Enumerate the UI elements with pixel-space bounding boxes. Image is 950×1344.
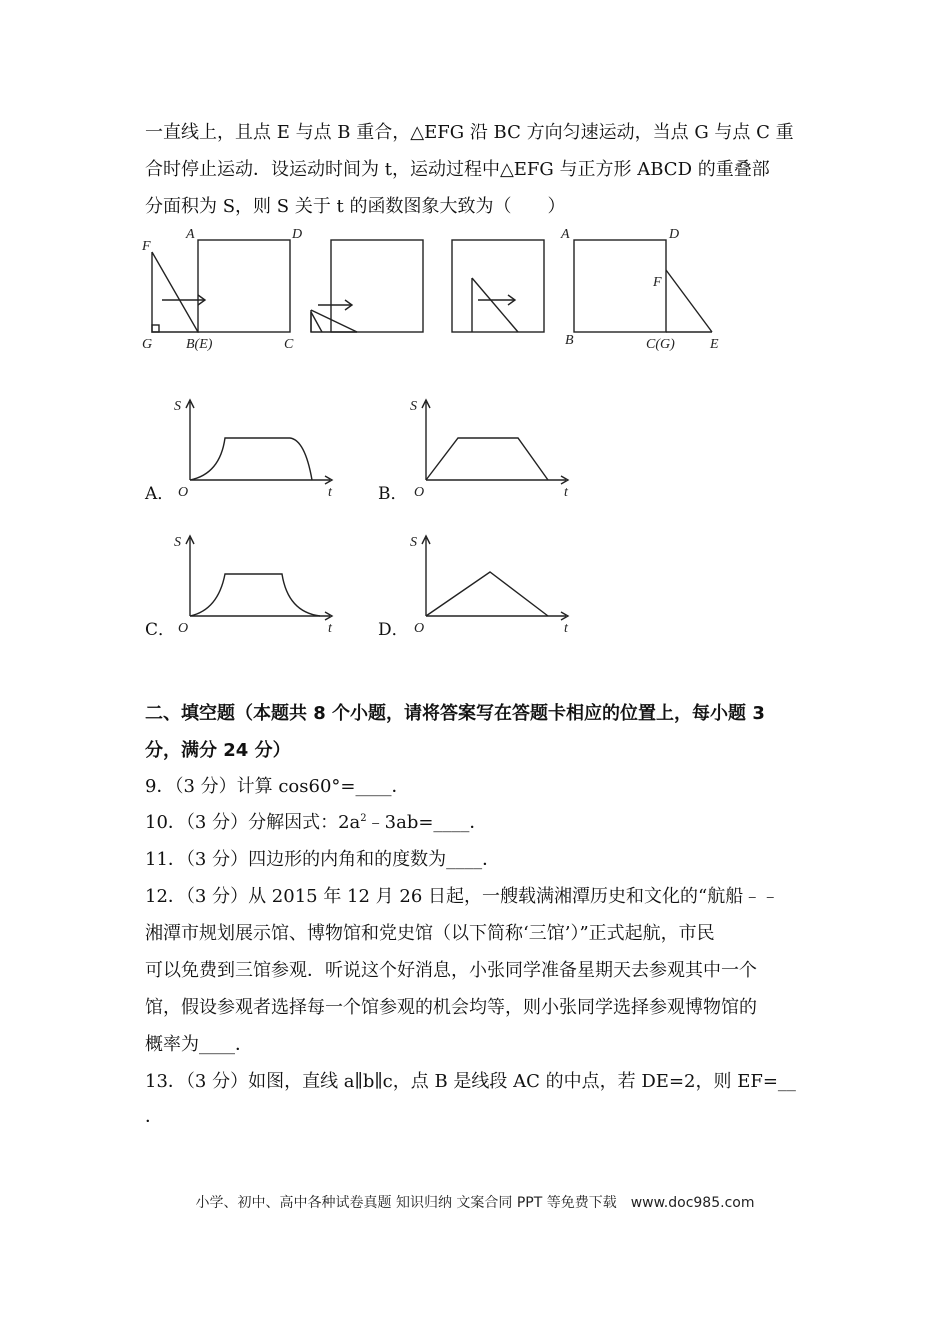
- option-b-graph: [406, 390, 586, 500]
- question-12-line-2: 湘潭市规划展示馆、博物馆和党史馆（以下简称‘三馆’）”正式起航，市民: [145, 923, 715, 944]
- section2-heading-1: 二、填空题（本题共 8 个小题，请将答案写在答题卡相应的位置上，每小题 3: [145, 703, 765, 724]
- origin-label: O: [414, 485, 425, 500]
- option-d-letter: D．: [378, 620, 409, 640]
- origin-label: O: [178, 621, 189, 636]
- question-12-line-3: 可以免费到三馆参观．听说这个好消息，小张同学准备星期天去参观其中一个: [145, 960, 757, 981]
- triangle-efg-4: [666, 270, 712, 332]
- question-13-line-1: 13．（3 分）如图，直线 a∥b∥c，点 B 是线段 AC 的中点，若 DE=2，则 EF=__: [145, 1071, 796, 1092]
- label-a4: A: [561, 227, 570, 242]
- axis-t-label: t: [328, 621, 332, 636]
- option-a-graph: [170, 390, 350, 500]
- label-b4: B: [565, 333, 574, 348]
- axis-s-label: S: [410, 535, 417, 550]
- page-footer: 小学、初中、高中各种试卷真题 知识归纳 文案合同 PPT 等免费下载 www.doc985.com: [195, 1195, 755, 1211]
- origin-label: O: [178, 485, 189, 500]
- label-cg: C(G): [646, 337, 675, 352]
- question-11: 11．（3 分）四边形的内角和的度数为____．: [145, 849, 501, 870]
- right-angle-mark: [152, 325, 159, 332]
- axis-s-label: S: [174, 535, 181, 550]
- square-abcd-1: [198, 240, 290, 332]
- axis-t-label: t: [564, 485, 568, 500]
- label-g: G: [142, 337, 153, 352]
- option-a-letter: A．: [145, 484, 175, 504]
- origin-label: O: [414, 621, 425, 636]
- option-b-letter: B．: [378, 484, 408, 504]
- question-10: 10．（3 分）分解因式：$2a^2﹣3ab=\_\_\_\_$．: [145, 812, 488, 833]
- axis-t-label: t: [328, 485, 332, 500]
- option-c-graph: [170, 526, 350, 636]
- question-12-line-1: 12．（3 分）从 2015 年 12 月 26 日起，一艘载满湘潭历史和文化的“航船﹣﹣: [145, 886, 780, 907]
- label-c: C: [284, 337, 294, 352]
- square-2: [331, 240, 423, 332]
- label-a: A: [186, 227, 195, 242]
- label-be: B(E): [186, 337, 213, 352]
- axis-t-label: t: [564, 621, 568, 636]
- q8-line-3: 分面积为 S，则 S 关于 t 的函数图象大致为（ ）: [145, 196, 566, 217]
- label-d4: D: [669, 227, 680, 242]
- axis-s-label: S: [174, 399, 181, 414]
- question-12-line-4: 馆，假设参观者选择每一个馆参观的机会均等，则小张同学选择参观博物馆的: [145, 997, 757, 1018]
- question-9: 9．（3 分）计算 cos60°=____．: [145, 776, 410, 797]
- question-13-line-2: ．: [145, 1106, 163, 1127]
- option-d-graph: [406, 526, 586, 636]
- label-e4: E: [710, 337, 719, 352]
- option-c-letter: C．: [145, 620, 176, 640]
- q8-line-1: 一直线上，且点 E 与点 B 重合，△EFG 沿 BC 方向匀速运动，当点 G 与点 C 重: [145, 122, 794, 143]
- label-d: D: [292, 227, 303, 242]
- q8-line-2: 合时停止运动．设运动时间为 t，运动过程中△EFG 与正方形 ABCD 的重叠部: [145, 159, 770, 180]
- section2-heading-2: 分，满分 24 分）: [145, 740, 291, 761]
- label-f: F: [142, 239, 151, 254]
- question-12-line-5: 概率为____．: [145, 1034, 253, 1055]
- square-3: [452, 240, 544, 332]
- motion-figure: [138, 222, 738, 357]
- axis-s-label: S: [410, 399, 417, 414]
- label-f4: F: [653, 275, 662, 290]
- triangle-efg-1: [152, 252, 198, 332]
